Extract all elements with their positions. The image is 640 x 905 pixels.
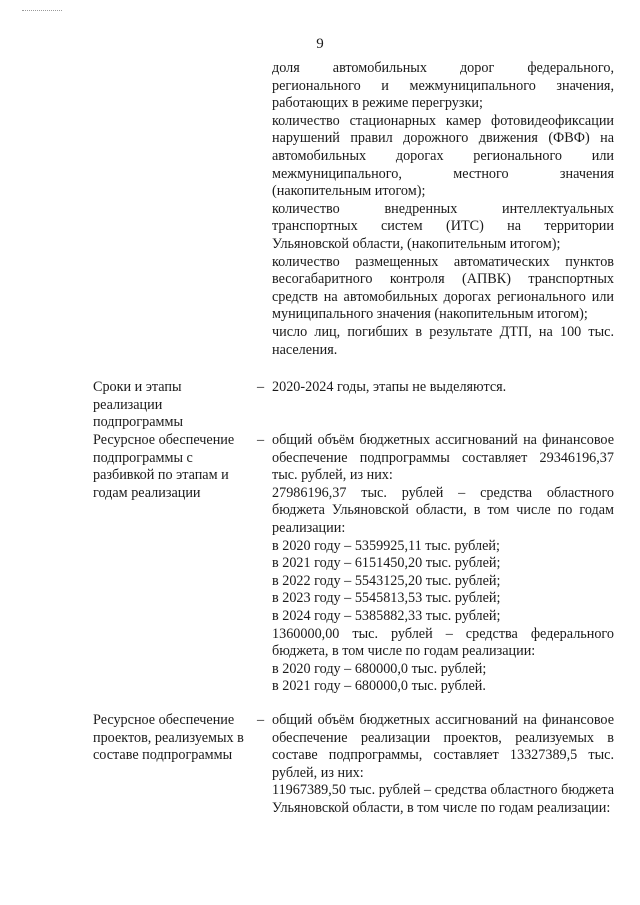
row-paragraph: 1360000,00 тыс. рублей – средства федерального бюджета, в том числе по годам реализации: [272, 625, 614, 660]
row-value [272, 432, 614, 696]
row-label [93, 379, 253, 432]
row-label [93, 432, 253, 502]
row-paragraph: в 2020 году – 5359925,11 тыс. рублей; [272, 537, 500, 554]
indicator-item: число лиц, погибших в результате ДТП, на 100 тыс. населения. [272, 323, 614, 358]
row-paragraph: 2020-2024 годы, этапы не выделяются. [272, 379, 507, 395]
row-value [272, 379, 614, 397]
row-dash: – [257, 432, 265, 448]
row-value [272, 712, 614, 818]
row-dash: – [257, 712, 265, 728]
row-dash: – [257, 379, 265, 395]
row-paragraph: 11967389,50 тыс. рублей – средства областного бюджета Ульяновской области, в том числе по годам реализации: [272, 782, 614, 816]
scan-mark [22, 10, 62, 13]
row-paragraph: в 2020 году – 680000,0 тыс. рублей; [272, 660, 487, 677]
row-label-text: Сроки и этапы реализации подпрограммы [93, 379, 183, 431]
row-paragraph: в 2021 году – 680000,0 тыс. рублей. [272, 678, 486, 695]
indicator-item: доля автомобильных дорог федерального, регионального и межмуниципального значения, работающих в режиме перегрузки; [272, 60, 614, 112]
indicator-item: количество внедренных интеллектуальных транспортных систем (ИТС) на территории Ульяновской области, (накопительным итогом); [272, 200, 614, 252]
row-paragraph: в 2021 году – 6151450,20 тыс. рублей; [272, 555, 501, 572]
row-label [93, 712, 253, 765]
row-paragraph: в 2023 году – 5545813,53 тыс. рублей; [272, 590, 501, 607]
row-paragraph: общий объём бюджетных ассигнований на финансовое обеспечение подпрограммы составляет 29346196,37 тыс. рублей, из них: [272, 432, 614, 484]
row-label-text: Ресурсное обеспечение проектов, реализуемых в составе подпрограммы [93, 712, 244, 764]
page-number: 9 [316, 36, 324, 52]
row-paragraph: 27986196,37 тыс. рублей – средства областного бюджета Ульяновской области, в том числе по годам реализации: [272, 484, 614, 536]
indicator-item: количество размещенных автоматических пунктов весогабаритного контроля (АПВК) транспортных средств на автомобильных дорогах регионального или муниципального значения (накопительным итогом); [272, 253, 614, 323]
indicator-list [272, 60, 614, 359]
row-paragraph: общий объём бюджетных ассигнований на финансовое обеспечение реализации проектов, реализуемых в составе подпрограммы, составляет 13327389,5 тыс. рублей, из них: [272, 712, 614, 781]
row-label-text: Ресурсное обеспечение подпрограммы с разбивкой по этапам и годам реализации [93, 432, 235, 501]
row-paragraph: в 2022 году – 5543125,20 тыс. рублей; [272, 572, 501, 589]
indicator-item: количество стационарных камер фотовидеофиксации нарушений правил дорожного движения (ФВФ) на автомобильных дорогах регионального или межмуниципального, местного значения (накопительным итогом); [272, 112, 614, 200]
row-paragraph: в 2024 году – 5385882,33 тыс. рублей; [272, 607, 501, 624]
